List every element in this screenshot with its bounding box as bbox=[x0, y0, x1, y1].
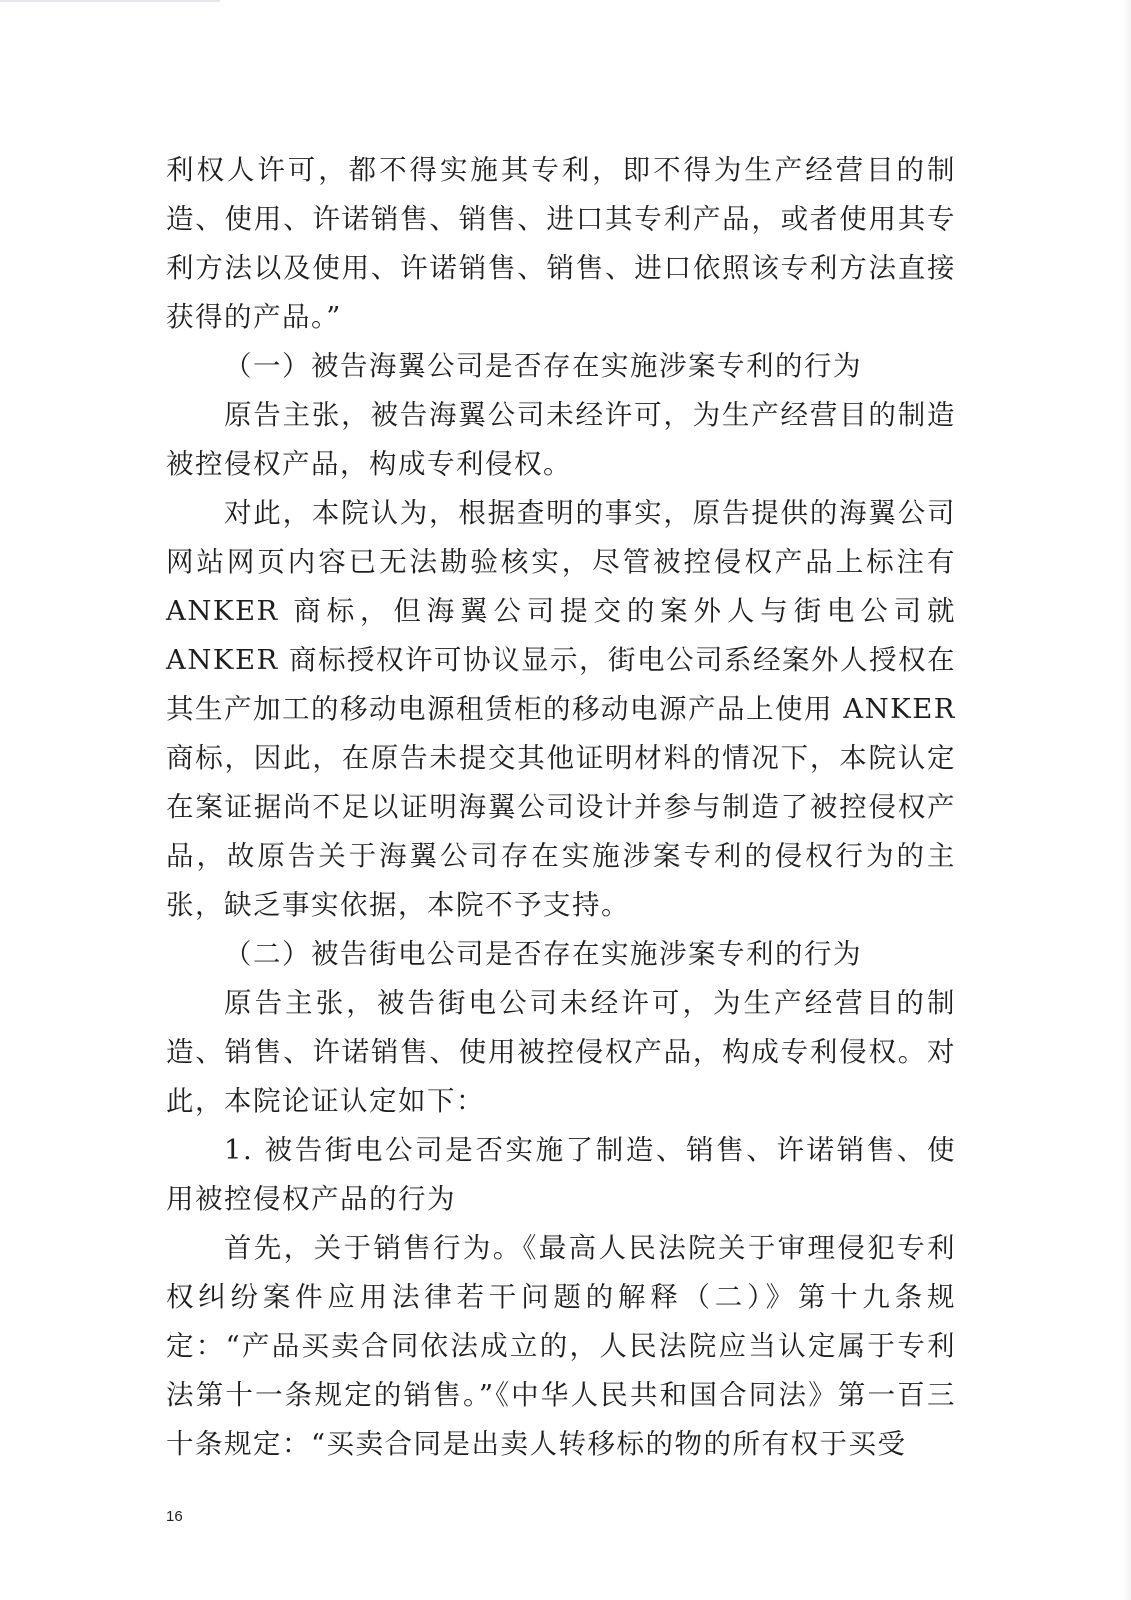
subheading-item-1: 1. 被告街电公司是否实施了制造、销售、许诺销售、使用被控侵权产品的行为 bbox=[166, 1134, 956, 1215]
section-heading-1: （一）被告海翼公司是否存在实施涉案专利的行为 bbox=[224, 350, 862, 382]
scan-edge-shadow bbox=[1123, 0, 1131, 1600]
scan-top-mark bbox=[0, 0, 220, 2]
paragraph-continuation: 利权人许可，都不得实施其专利，即不得为生产经营目的制造、使用、许诺销售、销售、进口其专利产品，或者使用其专利方法以及使用、许诺销售、销售、进口依照该专利方法直接获得的产品。” bbox=[166, 154, 956, 333]
page-number: 16 bbox=[166, 1508, 183, 1525]
paragraph-plaintiff-claim-haiyi: 原告主张，被告海翼公司未经许可，为生产经营目的制造被控侵权产品，构成专利侵权。 bbox=[166, 399, 956, 480]
paragraph-sales-analysis: 首先，关于销售行为。《最高人民法院关于审理侵犯专利权纠纷案件应用法律若干问题的解释（二）》第十九条规定：“产品买卖合同依法成立的，人民法院应当认定属于专利法第十一条规定的销售。”《中华人民共和国合同法》第一百三十条规定：“买卖合同是出卖人转移标的物的所有权于买受 bbox=[166, 1232, 956, 1460]
section-heading-2: （二）被告街电公司是否存在实施涉案专利的行为 bbox=[224, 938, 862, 970]
paragraph-court-finding-haiyi: 对此，本院认为，根据查明的事实，原告提供的海翼公司网站网页内容已无法勘验核实，尽管被控侵权产品上标注有 ANKER 商标，但海翼公司提交的案外人与街电公司就 ANKER 商标授权许可协议显示，街电公司系经案外人授权在其生产加工的移动电源租赁柜的移动电源产品上使用 ANKER 商标，因此，在原告未提交其他证明材料的情况下，本院认定在案证据尚不足以证明海翼公司设计并参与制造了被控侵权产品，故原告关于海翼公司存在实施涉案专利的侵权行为的主张，缺乏事实依据，本院不予支持。 bbox=[166, 497, 956, 921]
document-body bbox=[166, 146, 956, 1469]
paragraph-plaintiff-claim-jiedian: 原告主张，被告街电公司未经许可，为生产经营目的制造、销售、许诺销售、使用被控侵权产品，构成专利侵权。对此，本院论证认定如下： bbox=[166, 987, 956, 1117]
